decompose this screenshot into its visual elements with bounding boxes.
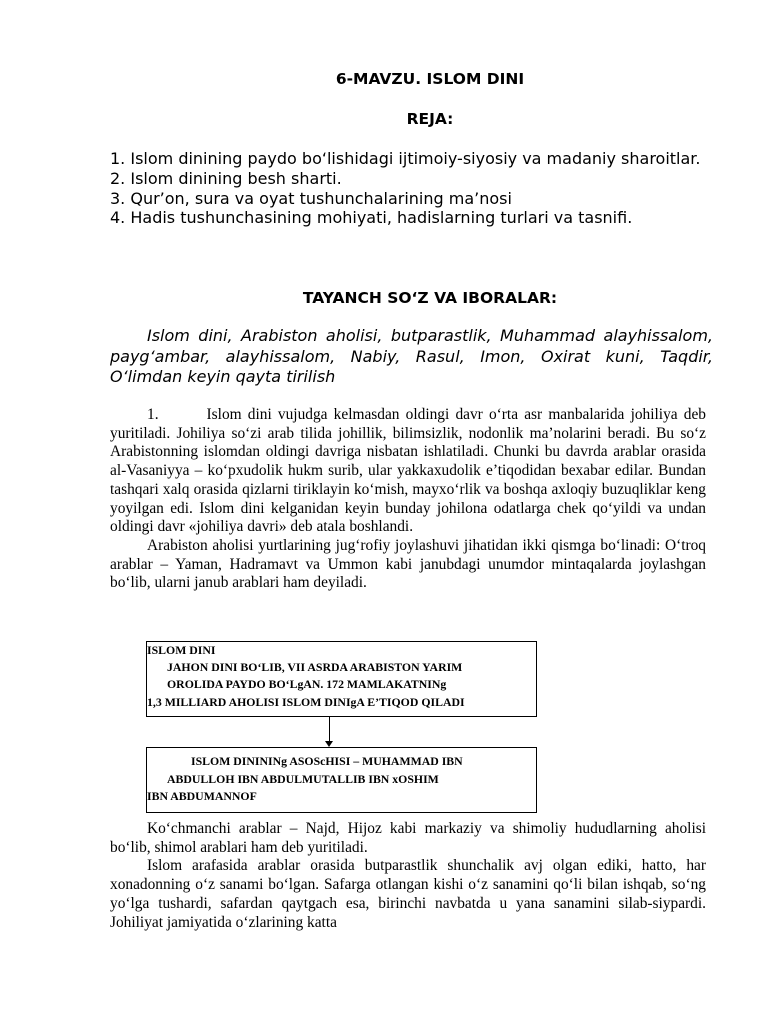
diagram-box-founder (146, 747, 537, 813)
plan-list (110, 149, 720, 228)
box-line: ISLOM DINININg ASOScHISI – MUHAMMAD IBN (191, 754, 463, 768)
diagram-box-islam (146, 641, 537, 717)
body-section-1 (110, 406, 706, 593)
plan-item: 4. Hadis tushunchasining mohiyati, hadislarning turlari va tasnifi. (110, 208, 633, 228)
paragraph: Ko‘chmanchi arablar – Najd, Hijoz kabi markaziy va shimoliy hududlarning aholisi bo‘lib, shimol arablari ham deb yuritiladi. (110, 820, 706, 856)
paragraph-text: Islom dini vujudga kelmasdan oldingi davr o‘rta asr manbalarida johiliya deb yuritiladi. Johiliya so‘zi arab tilida johillik, bilimsizlik, nodonlik ma’nolarini beradi. Bu so‘z Arabistonning islomdan oldingi davriga nisbatan ishlatiladi. Chunki bu davrda arablar orasida al-Vasaniyya – ko‘pxudolik hukm surib, ular yakkaxudolik e’tiqodidan bexabar edilar. Bundan tashqari xalq orasida qizlarni tiriklayin ko‘mish, mayxo‘rlik va boshqa axloqiy buzuqliklar keng yoyilgan edi. Islom dini kelganidan keyin bunday johilona odatlarga chek qo‘yildi va undan oldingi davr «johiliya davri» deb atala boshlandi. (110, 406, 706, 536)
body-section-2 (110, 820, 706, 932)
paragraph: Arabiston aholisi yurtlarining jug‘rofiy joylashuvi jihatidan ikki qismga bo‘linadi: O‘troq arablar – Yaman, Hadramavt va Ummon kabi janubdagi unumdor mintaqalarda joylashgan bo‘lib, ularni janub arablari ham deyiladi. (110, 536, 706, 592)
diagram-connector (329, 716, 330, 742)
keywords-heading: TAYANCH SO‘Z VA IBORALAR: (302, 289, 558, 307)
box-line: ISLOM DINI (147, 643, 216, 657)
box-line: OROLIDA PAYDO BO‘LgAN. 172 MAMLAKATNINg (167, 677, 447, 691)
plan-item: 2. Islom dinining besh sharti. (110, 168, 342, 188)
keywords-text: Islom dini, Arabiston aholisi, butparastlik, Muhammad alayhissalom, payg‘ambar, alayhissalom, Nabiy, Rasul, Imon, Oxirat kuni, Taqdir, O‘limdan keyin qayta tirilish (110, 326, 713, 386)
paragraph: Islom arafasida arablar orasida butparastlik shunchalik avj olgan ediki, hatto, har xonadonning o‘z sanami bo‘lgan. Safarga otlangan kishi o‘z sanamini qo‘li bilan ishqab, so‘ng yo‘lga tushardi, safardan qaytgach esa, birinchi navbatda u yana sanamini silab-siypardi. Johiliyat jamiyatida o‘zlarining katta (110, 857, 706, 931)
box-line: JAHON DINI BO‘LIB, VII ASRDA ARABISTON YARIM (167, 659, 463, 674)
box-line: 1,3 MILLIARD AHOLISI ISLOM DINIgA E’TIQOD QILADI (147, 694, 465, 709)
plan-heading: REJA: (406, 110, 454, 128)
box-line: IBN ABDUMANNOF (147, 789, 257, 803)
section-number: 1. (147, 406, 159, 423)
plan-item: 3. Qur’on, sura va oyat tushunchalarining ma’nosi (110, 188, 512, 208)
plan-item: 1. Islom dinining paydo bo‘lishidagi ijtimoiy-siyosiy va madaniy sharoitlar. (110, 149, 701, 168)
paragraph (110, 406, 706, 537)
page-title: 6-MAVZU. ISLOM DINI (335, 70, 525, 88)
box-line: ABDULLOH IBN ABDULMUTALLIB IBN xOSHIM (167, 771, 439, 786)
